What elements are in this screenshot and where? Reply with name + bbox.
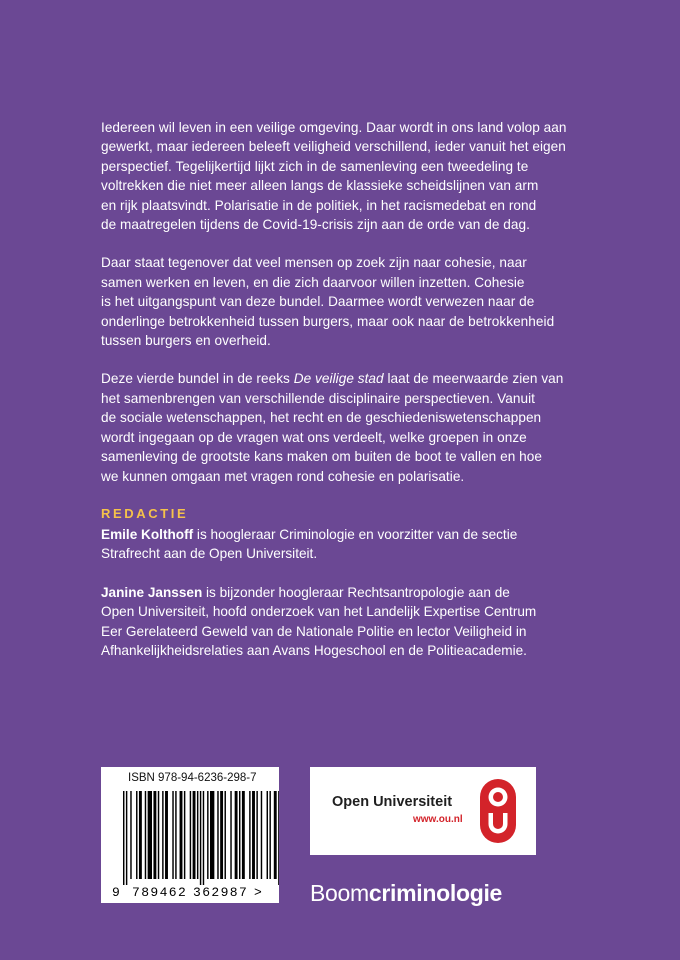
blurb-line: gewerkt, maar iedereen beleeft veiligheid verschillend, ieder vanuit het eigen	[101, 139, 566, 155]
barcode-bar	[145, 791, 146, 879]
barcode-bar	[269, 791, 270, 879]
blurb-line: is het uitgangspunt van deze bundel. Daarmee wordt verwezen naar de	[101, 294, 535, 310]
back-cover-blurb	[101, 118, 581, 486]
barcode-bar	[207, 791, 208, 879]
barcode-bar	[230, 791, 231, 879]
barcode-bar	[175, 791, 176, 879]
barcode-bar	[242, 791, 245, 879]
barcode-bar	[225, 791, 226, 879]
barcode-digits-right: 362987	[193, 885, 249, 900]
editor-name: Emile Kolthoff	[101, 527, 194, 542]
blurb-line	[101, 369, 581, 388]
blurb-line: het samenbrengen van verschillende disciplinaire perspectieven. Vanuit	[101, 390, 535, 406]
barcode-bar	[136, 791, 137, 879]
barcode-bar	[158, 791, 159, 879]
bio-line: Eer Gerelateerd Geweld van de Nationale Politie en lector Veiligheid in	[101, 623, 527, 639]
editors-bios	[101, 525, 581, 660]
barcode-bar	[220, 791, 223, 879]
blurb-line: we kunnen omgaan met vragen rond cohesie en polarisatie.	[101, 468, 465, 484]
blurb-line: de sociale wetenschappen, het recht en de geschiedeniswetenschappen	[101, 410, 542, 426]
blurb-paragraph-2	[101, 253, 581, 350]
blurb-text: laat de meerwaarde zien van	[383, 371, 564, 387]
blurb-line: wordt ingegaan op de vragen wat ons verdeelt, welke groepen in onze	[101, 429, 527, 445]
open-universiteit-logo-box	[310, 767, 536, 855]
barcode-bar	[239, 791, 240, 879]
barcode-bar	[190, 791, 191, 879]
publisher-logo	[310, 880, 502, 907]
barcode-bar	[249, 791, 250, 879]
blurb-line: en rijk plaatsvindt. Polarisatie in de politiek, in het racismedebat en rond	[101, 197, 537, 213]
bio-text: is hoogleraar Criminologie en voorzitter van de sectie	[193, 527, 518, 542]
blurb-line: perspectief. Tegelijkertijd lijkt zich in de samenleving een tweedeling te	[101, 158, 529, 174]
logo-name: Open Universiteit	[332, 794, 453, 810]
isbn-label: ISBN 978-94-6236-298-7	[128, 772, 257, 784]
barcode-bar	[193, 791, 196, 879]
barcode-bar	[180, 791, 183, 879]
barcode-bar	[126, 791, 127, 885]
editor-bio-1	[101, 525, 581, 564]
bio-line	[101, 525, 581, 544]
barcode-bar	[235, 791, 238, 879]
editors-heading: REDACTIE	[101, 506, 189, 521]
barcode-bar	[153, 791, 156, 879]
blurb-line: samen werken en leven, en die zich daarvoor willen inzetten. Cohesie	[101, 274, 525, 290]
barcode-bar	[278, 791, 279, 885]
barcode-bar	[200, 791, 201, 885]
bio-text: is bijzonder hoogleraar Rechtsantropologie aan de	[202, 584, 510, 600]
bio-line: Open Universiteit, hoofd onderzoek van het Landelijk Expertise Centrum	[101, 604, 537, 620]
blurb-line: Iedereen wil leven in een veilige omgeving. Daar wordt in ons land volop aan	[101, 120, 567, 135]
ou-logo-icon	[478, 777, 518, 845]
blurb-line: samenleving de grootste kans maken om buiten de boot te vallen en hoe	[101, 449, 542, 465]
barcode-bar	[210, 791, 214, 879]
blurb-paragraph-1	[101, 118, 581, 234]
barcode-bar	[252, 791, 255, 879]
series-title: De veilige stad	[293, 371, 384, 387]
barcode-bar	[274, 791, 277, 879]
blurb-line: tussen burgers en overheid.	[101, 333, 271, 349]
blurb-paragraph-3	[101, 369, 581, 485]
blurb-text: Deze vierde bundel in de reeks	[101, 371, 294, 387]
barcode-bar	[267, 791, 268, 879]
barcode-digit-first: 9	[112, 885, 120, 900]
barcode-bar	[148, 791, 152, 879]
bio-line: Afhankelijkheidsrelaties aan Avans Hogeschool en de Politieacademie.	[101, 643, 527, 659]
barcode-digits-left: 789462	[132, 885, 188, 900]
barcode-bar	[130, 791, 131, 879]
editor-name: Janine Janssen	[101, 584, 203, 600]
publisher-boom: Boom	[310, 880, 369, 906]
isbn-barcode	[101, 767, 279, 903]
barcode-bar	[217, 791, 218, 879]
barcode-bar	[184, 791, 185, 879]
editor-bio-2	[101, 583, 581, 661]
barcode-bar	[123, 791, 124, 885]
barcode-bar	[203, 791, 204, 885]
logo-url: www.ou.nl	[413, 814, 463, 825]
barcode-graphic	[101, 767, 279, 903]
barcode-bar	[256, 791, 257, 879]
barcode-quiet-mark: >	[254, 885, 262, 900]
bio-line: Strafrecht aan de Open Universiteit.	[101, 546, 318, 562]
barcode-bar	[165, 791, 168, 879]
publisher-imprint: criminologie	[368, 880, 503, 906]
blurb-line: Daar staat tegenover dat veel mensen op zoek zijn naar cohesie, naar	[101, 255, 527, 271]
barcode-bar	[139, 791, 142, 879]
barcode-bar	[197, 791, 198, 879]
blurb-line: onderlinge betrokkenheid tussen burgers, maar ook naar de betrokkenheid	[101, 313, 555, 329]
barcode-bar	[162, 791, 163, 879]
blurb-line: voltrekken die niet meer alleen langs de klassieke scheidslijnen van arm	[101, 178, 539, 194]
barcode-bar	[172, 791, 173, 879]
barcode-bar	[261, 791, 262, 879]
bio-line	[101, 583, 581, 602]
blurb-line: de maatregelen tijdens de Covid-19-crisis zijn aan de orde van de dag.	[101, 217, 530, 233]
